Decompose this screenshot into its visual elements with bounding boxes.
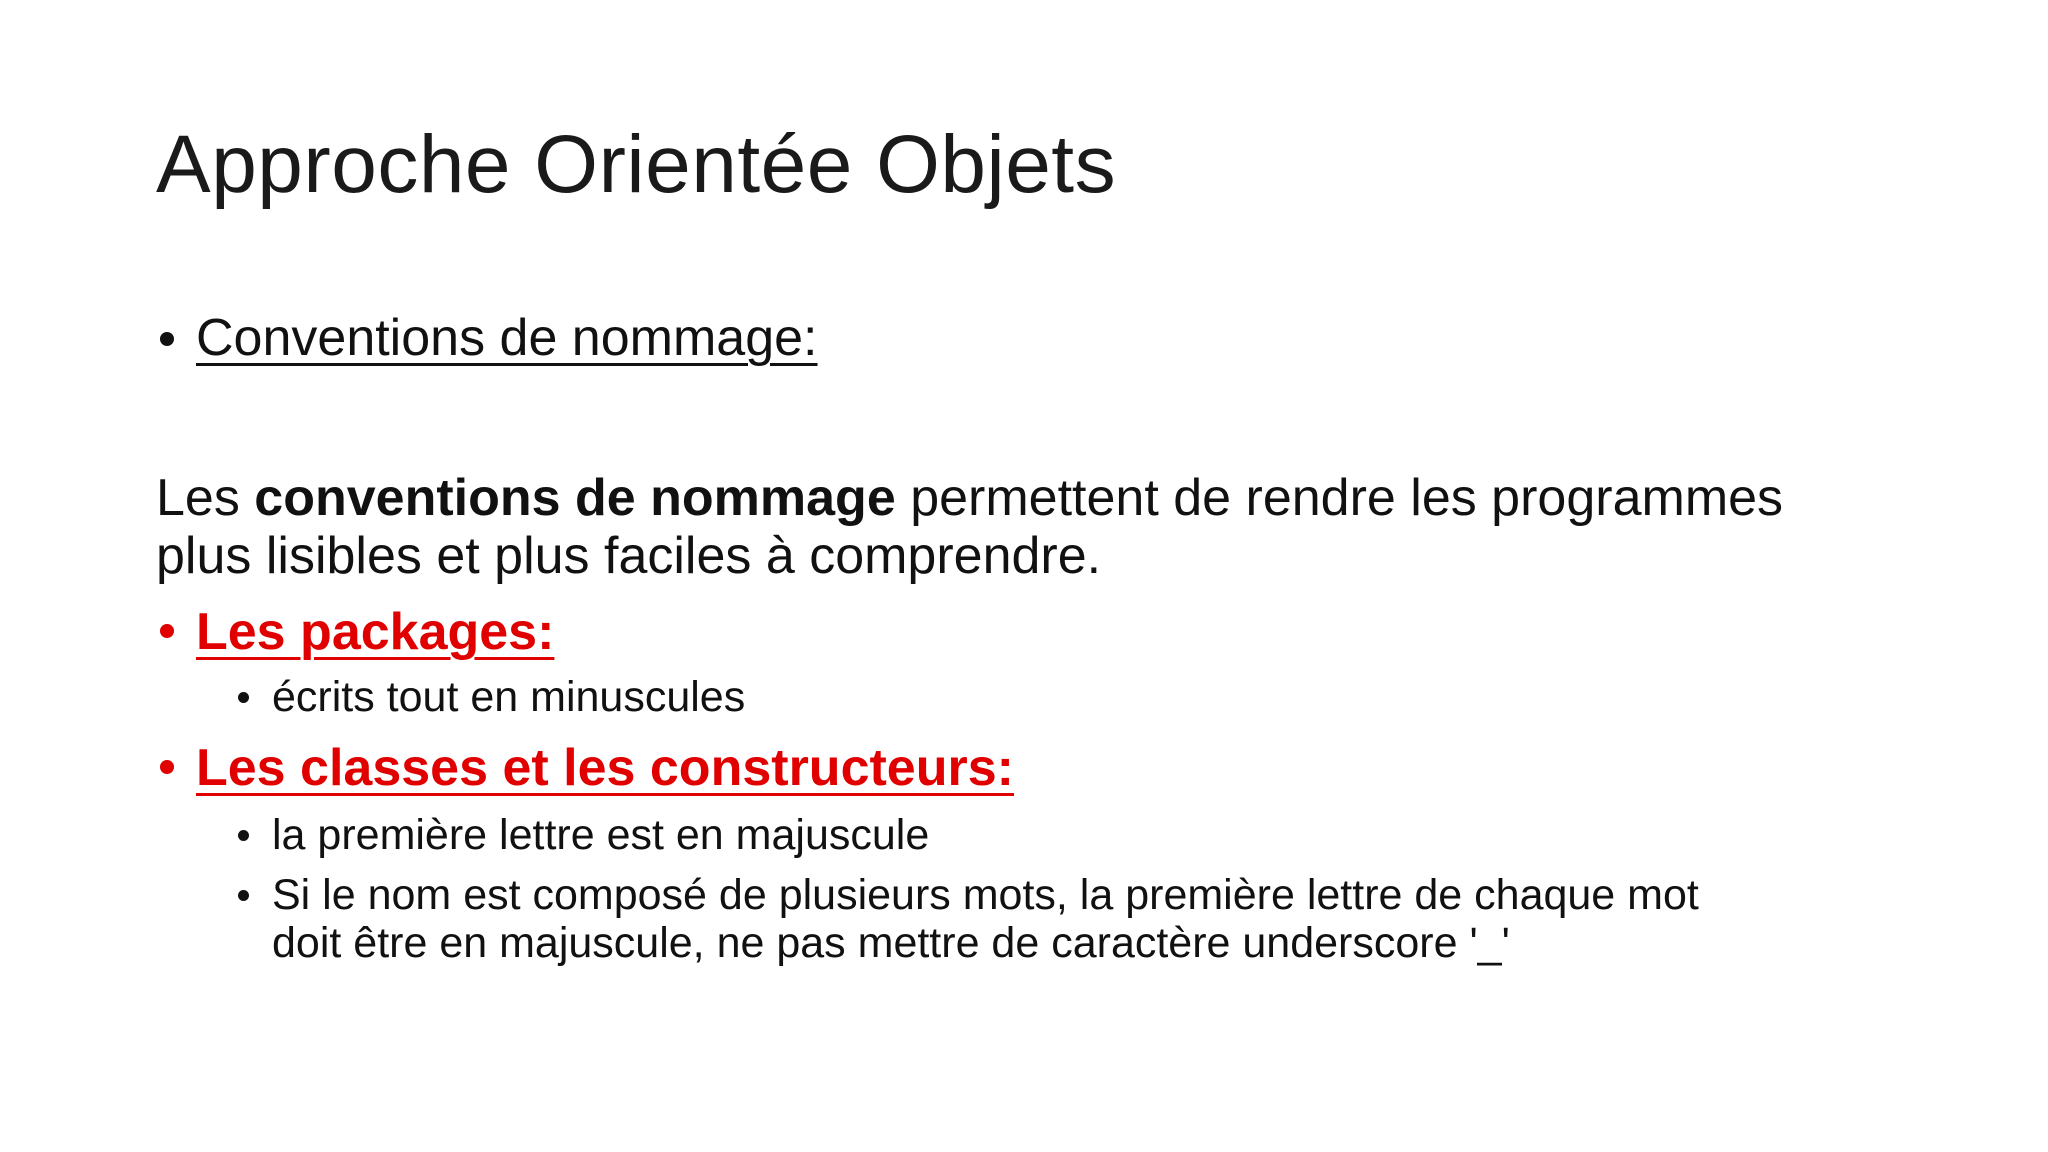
classes-subitem-2-line1: Si le nom est composé de plusieurs mots, la première lettre de chaque mot bbox=[272, 871, 1699, 919]
paragraph-bold-term: conventions de nommage bbox=[254, 469, 896, 527]
bullet-icon bbox=[160, 760, 174, 774]
bullet-icon bbox=[160, 624, 174, 638]
section-heading: Conventions de nommage: bbox=[196, 309, 818, 367]
packages-subitem: écrits tout en minuscules bbox=[272, 673, 746, 721]
packages-heading: Les packages: bbox=[196, 603, 555, 661]
slide-title: Approche Orientée Objets bbox=[156, 119, 1117, 210]
classes-heading: Les classes et les constructeurs: bbox=[196, 739, 1014, 797]
sub-bullet-icon bbox=[238, 830, 249, 841]
bullet-icon bbox=[160, 332, 174, 346]
intro-paragraph-line2: plus lisibles et plus faciles à comprendre. bbox=[156, 527, 1102, 585]
sub-bullet-icon bbox=[238, 890, 249, 901]
intro-paragraph-line1 bbox=[156, 468, 1783, 528]
paragraph-prefix: Les bbox=[156, 469, 255, 527]
classes-subitem-2-line2: doit être en majuscule, ne pas mettre de caractère underscore '_' bbox=[272, 919, 1510, 967]
paragraph-suffix: permettent de rendre les programmes bbox=[895, 469, 1784, 527]
sub-bullet-icon bbox=[238, 692, 249, 703]
classes-subitem-1: la première lettre est en majuscule bbox=[272, 811, 930, 859]
